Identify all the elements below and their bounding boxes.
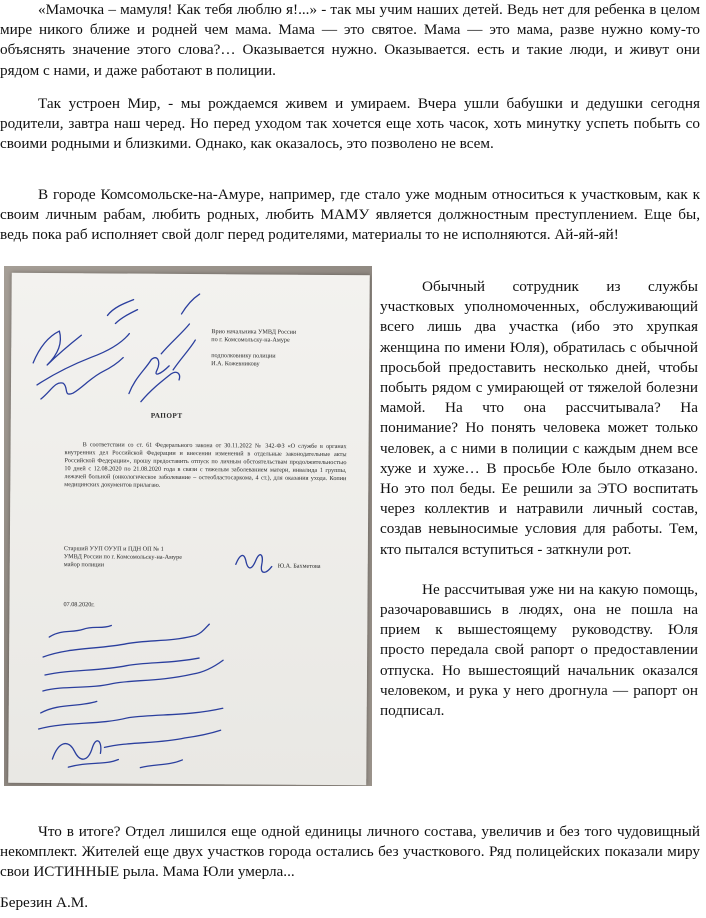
handwriting-line xyxy=(39,707,223,730)
report-photo xyxy=(4,266,372,786)
handwritten-annotations xyxy=(8,273,370,785)
side-column xyxy=(380,277,698,721)
addressee-line: подполковнику полиции xyxy=(211,352,276,360)
article-paragraph-4: Что в итоге? Отдел лишился еще одной единицы личного состава, увеличив и без того чудовищный некомплект. Жителей еще двух участков города остались без участкового. Ряд полицейских показали миру свои ИСТИННЫЕ рыла. Мама Юли умерла... xyxy=(0,823,700,881)
handwriting-line xyxy=(104,729,220,748)
article-paragraph-2: Так устроен Мир, - мы рождаемся живем и умираем. Вчера ушли бабушки и дедушки сегодня родители, завтра наш черед. Но перед уходом так хочется еще хоть часок, хоть минутку успеть побыть со своими родными и близкими. Однако, как оказалось, это позволено не всем. xyxy=(0,95,700,153)
resolution-scribble xyxy=(33,331,81,365)
resolution-scribble xyxy=(141,372,180,402)
resolution-scribble xyxy=(37,333,129,386)
report-sheet xyxy=(8,273,370,785)
handwriting-line xyxy=(41,701,97,713)
signature-stroke xyxy=(236,555,272,573)
report-body: В соответствии со ст. 61 Федерального закона от 30.11.2022 № 342-ФЗ «О службе в органах внутренних дел Российской Федерации и внесении изменений в отдельные законодательные акты Российской Федерации», прошу предоставить отпуск по личным обстоятельствам продолжительностью 10 дней с 12.08.2020 по 21.08.2020 года в связи с тяжелым заболеванием матери, инвалида 1 группы, лежачей больной (онкологическое заболевание – остеобластосаркома, 4 ст.), для оказания ухода. Копии медицинских документов прилагаю. xyxy=(64,441,347,489)
side-paragraph-2: Не рассчитывая уже ни на какую помощь, разочаровавшись в людях, она не пошла на прием к вышестоящему руководству. Юля просто передала свой рапорт о предоставлении отпуска. Но вышестоящий начальник оказался человеком, и рука у него дрогнула — рапорт он подписал. xyxy=(380,580,698,720)
handwriting-line xyxy=(140,760,182,768)
author-signature: Березин А.М. xyxy=(0,894,89,911)
handwriting-signature xyxy=(52,741,118,768)
handwriting-line xyxy=(45,657,199,676)
signer-line: УМВД России по г. Комсомольску-на-Амуре xyxy=(63,553,182,561)
addressee-line: по г. Комсомольску-на-Амуре xyxy=(211,336,290,344)
report-signer-name: Ю.А. Бахметова xyxy=(277,562,321,570)
signer-line: Старший УУП ОУУП и ПДН ОП № 1 xyxy=(63,545,164,553)
resolution-scribble xyxy=(161,324,195,370)
resolution-scribble xyxy=(129,357,169,393)
resolution-scribble xyxy=(41,357,123,400)
addressee-line: И.А. Кожевникову xyxy=(211,360,260,368)
signer-line: майор полиции xyxy=(63,561,105,569)
article-paragraph-1: «Мамочка – мамуля! Как тебя люблю я!...» - так мы учим наших детей. Ведь нет для ребенка в целом мире никого ближе и родней чем мама. Мама — это святое. Мама — это мама, разве нужно кому-то объяснять значение этого слова?… Оказывается нужно. Оказывается. есть и такие люди, и живут они рядом с нами, и даже работают в полиции. xyxy=(0,1,700,79)
handwriting-line xyxy=(43,623,209,658)
side-paragraph-1: Обычный сотрудник из службы участковых уполномоченных, обслуживающий всего лишь два участка (ибо это хрупкая женщина по имени Юля), обратилась с обычной просьбой предоставить несколько дней, чтобы побыть рядом с умирающей от тяжелой болезни мамой. На что она рассчитывала? На понимание? Но понять человека может только человек, а с ними в полиции с каждым днем все хуже и хуже… В просьбе Юле было отказано. Но это пол беды. Ее решили за ЭТО воспитать через коллектив и натравили личный состав, создав невыносимые условия для работы. Тем, кто пытался вступиться - заткнули рот. xyxy=(380,278,698,558)
handwriting-line xyxy=(49,625,111,637)
handwriting-line xyxy=(43,659,223,692)
article-paragraph-3: В городе Комсомольске-на-Амуре, например, где стало уже модным относиться к участковым, как к своим личным рабам, любить родных, любить МАМУ является должностным преступлением. Еще бы, ведь пока раб исполняет свой долг перед родителями, материалы то не исполняются. Ай-яй-яй! xyxy=(0,186,700,244)
report-date: 07.08.2020г. xyxy=(63,601,95,609)
resolution-scribble xyxy=(107,299,137,323)
report-title: РАПОРТ xyxy=(150,411,183,420)
resolution-scribble xyxy=(182,294,200,314)
addressee-line: Врио начальника УМВД России xyxy=(211,328,297,336)
